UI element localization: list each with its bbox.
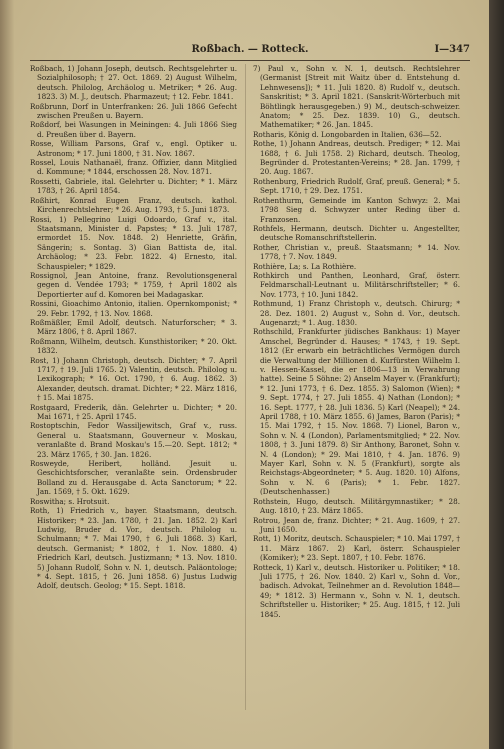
dictionary-entry: Rothière, La; s. La Rothière. — [253, 261, 357, 271]
dictionary-entry: Rossignol, Jean Antoine, franz. Revolutionsgeneral gegen d. Vendée 1793; * 1759, † April 1802 als Deportierter auf d. Komoren bei Madagaskar. — [30, 270, 237, 299]
dictionary-entry: Roßmann, Wilhelm, deutsch. Kunsthistoriker; * 20. Okt. 1832. — [30, 336, 237, 356]
dictionary-entry: Rothstein, Hugo, deutsch. Militärgymnastiker; * 28. Aug. 1810, † 23. März 1865. — [253, 496, 460, 516]
page-title: Roßbach. — Rotteck. — [191, 44, 309, 55]
dictionary-entry: Rotteck, 1) Karl v., deutsch. Historiker u. Politiker; * 18. Juli 1775, † 26. Nov. 1840. 2) Karl v., Sohn d. Vor., badisch. Advokat, Teilnehmer an d. Revolution 1848—49; * 1812. 3) Hermann v., Sohn v. N. 1, deutsch. Schriftsteller u. Historiker; * 25. Aug. 1815, † 12. Juli 1845. — [253, 562, 460, 619]
dictionary-entry: Rott, 1) Moritz, deutsch. Schauspieler; * 10. Mai 1797, † 11. März 1867. 2) Karl, österr. Schauspieler (Komiker); * 23. Sept. 1807, † 10. Febr. 1876. — [253, 534, 460, 563]
column-divider — [245, 64, 246, 710]
dictionary-entry: Roßmäßler, Emil Adolf, deutsch. Naturforscher; * 3. März 1806, † 8. April 1867. — [30, 317, 237, 337]
page-gutter — [0, 0, 14, 749]
dictionary-entry: Roswitha; s. Hrotsuit. — [30, 496, 110, 506]
dictionary-entry: Rothe, 1) Johann Andreas, deutsch. Prediger; * 12. Mai 1688, † 6. Juli 1758. 2) Richard, deutsch. Theolog, Begründer d. Protestanten-Vereins; * 28. Jan. 1799, † 20. Aug. 1867. — [253, 139, 460, 177]
dictionary-entry: Rossetti, Gabriele, ital. Gelehrter u. Dichter; * 1. März 1783, † 26. April 1854. — [30, 176, 237, 196]
dictionary-entry: Roth, 1) Friedrich v., bayer. Staatsmann, deutsch. Historiker; * 23. Jan. 1780, † 21. Jan. 1852. 2) Karl Ludwig, Bruder d. Vor., deutsch. Philolog u. Schulmann; * 7. Mai 1790, † 6. Juli 1868. 3) Karl, deutsch. Germanist; * 1802, † 1. Nov. 1880. 4) Friedrich Karl, deutsch. Justizmann; * 13. Nov. 1810. 5) Johann Rudolf, Sohn v. N. 1, deutsch. Paläontologe; * 4. Sept. 1815, † 26. Juni 1858. 6) Justus Ludwig Adolf, deutsch. Geolog; * 15. Sept. 1818. — [30, 506, 237, 591]
dictionary-entry: Rostoptschin, Fedor Wassiljewitsch, Graf v., russ. General u. Staatsmann, Gouverneur v. Moskau, veranlaßte d. Brand Moskau's 15.—20. Sept. 1812; * 23. März 1765, † 30. Jan. 1826. — [30, 421, 237, 459]
book-edge — [489, 0, 504, 749]
dictionary-entry: Rother, Christian v., preuß. Staatsmann; * 14. Nov. 1778, † 7. Nov. 1849. — [253, 242, 460, 262]
dictionary-entry: Roßbrunn, Dorf in Unterfranken: 26. Juli 1866 Gefecht zwischen Preußen u. Bayern. — [30, 101, 237, 121]
dictionary-entry: Rothenthurm, Gemeinde im Kanton Schwyz: 2. Mai 1798 Sieg d. Schwyzer unter Reding über d. Franzosen. — [253, 195, 460, 224]
dictionary-entry: Rossel, Louis Nathanaël, franz. Offizier, dann Mitglied d. Kommune; * 1844, erschossen 28. Nov. 1871. — [30, 158, 237, 177]
dictionary-entry: Rosse, William Parsons, Graf v., engl. Optiker u. Astronom; * 17. Juni 1800, † 31. Nov. 1867. — [30, 139, 237, 158]
right-column — [253, 64, 460, 619]
page-number: I—347 — [434, 44, 470, 55]
dictionary-entry: Rothschild, Frankfurter jüdisches Bankhaus: 1) Mayer Amschel, Begründer d. Hauses; * 1743, † 19. Sept. 1812 (Er erwarb ein beträchtliches Vermögen durch die Verwaltung der Millionen d. Kurfürsten Wilhelm I. v. Hessen-Kassel, die er 1806—13 in Verwahrung hatte). Seine 5 Söhne: 2) Anselm Mayer v. (Frankfurt); * 12. Juni 1773, † 6. Dez. 1855. 3) Salomon (Wien); * 9. Sept. 1774, † 27. Juli 1855. 4) Nathan (London); * 16. Sept. 1777, † 28. Juli 1836. 5) Karl (Neapel); * 24. April 1788, † 10. März 1855. 6) James, Baron (Paris); * 15. Mai 1792, † 15. Nov. 1868. 7) Lionel, Baron v., Sohn v. N. 4 (London), Parlamentsmitglied; * 22. Nov. 1808, † 3. Juni 1879. 8) Sir Anthony, Baronet, Sohn v. N. 4 (London); * 29. Mai 1810, † 4. Jan. 1876. 9) Mayer Karl, Sohn v. N. 5 (Frankfurt), sorgte als Reichstags-Abgeordneter; * 5. Aug. 1820. 10) Alfons, Sohn v. N. 6 (Paris); * 1. Febr. 1827. (Deutschenhasser.) — [253, 327, 460, 497]
dictionary-entry: Rothkirch und Panthen, Leonhard, Graf, österr. Feldmarschall-Leutnant u. Militärschriftsteller; * 6. Nov. 1773, † 10. Juni 1842. — [253, 270, 460, 299]
dictionary-entry: Rothmund, 1) Franz Christoph v., deutsch. Chirurg; * 28. Dez. 1801. 2) August v., Sohn d. Vor., deutsch. Augenarzt; * 1. Aug. 1830. — [253, 299, 460, 327]
dictionary-entry: Rothenburg, Friedrich Rudolf, Graf, preuß. General; * 5. Sept. 1710, † 29. Dez. 1751. — [253, 176, 460, 196]
dictionary-entry: Rossini, Gioachimo Antonio, italien. Opernkomponist; * 29. Febr. 1792, † 13. Nov. 1868. — [30, 299, 237, 318]
dictionary-entry: Rossi, 1) Pellegrino Luigi Odoardo, Graf v., ital. Staatsmann, Minister d. Papstes; * 13. Juli 1787, ermordet 15. Nov. 1848. 2) Henriette, Gräfin, Sängerin; s. Sontag. 3) Gian Battista de, ital. Archäolog; * 23. Febr. 1822. 4) Ernesto, ital. Schauspieler; * 1829. — [30, 214, 237, 271]
running-header — [30, 44, 470, 60]
dictionary-entry: Rotrou, Jean de, franz. Dichter; * 21. Aug. 1609, † 27. Juni 1650. — [253, 515, 460, 534]
dictionary-entry: 7) Paul v., Sohn v. N. 1, deutsch. Rechtslehrer (Germanist [Streit mit Waitz über d. Entstehung d. Lehnwesens]); * 11. Juli 1820. 8) Rudolf v., deutsch. Sanskritist; * 3. April 1821. (Sanskrit-Wörterbuch mit Böhtlingk herausgegeben.) 9) M., deutsch-schweizer. Anatom; * 25. Dez. 1839. 10) G., deutsch. Mathematiker; * 26. Jan. 1845. — [253, 64, 460, 130]
dictionary-entry: Rotharis, König d. Longobarden in Italien, 636—52. — [253, 129, 442, 139]
dictionary-entry: Rothfels, Hermann, deutsch. Dichter u. Angestellter, deutsche Romanschriftstellerin. — [253, 223, 460, 243]
dictionary-entry: Roßdorf, bei Wasungen in Meiningen: 4. Juli 1866 Sieg d. Preußen über d. Bayern. — [30, 120, 237, 139]
dictionary-entry: Rosweyde, Heribert, holländ. Jesuit u. Geschichtsforscher, veranlaßte sein. Ordensbruder Bolland zu d. Herausgabe d. Acta Sanctorum; * 22. Jan. 1569, † 5. Okt. 1629. — [30, 459, 237, 497]
dictionary-entry: Roßbach, 1) Johann Joseph, deutsch. Rechtsgelehrter u. Sozialphilosoph; † 27. Oct. 1869. 2) August Wilhelm, deutsch. Philolog, Archäolog u. Metriker; * 26. Aug. 1823. 3) M. J., deutsch. Pharmazeut; † 12. Febr. 1841. — [30, 64, 237, 102]
dictionary-entry: Rostgaard, Frederik, dän. Gelehrter u. Dichter; * 20. Mai 1671, † 25. April 1745. — [30, 402, 237, 422]
left-column — [30, 64, 237, 591]
dictionary-entry: Roßhirt, Konrad Eugen Franz, deutsch. kathol. Kirchenrechtslehrer; * 26. Aug. 1793, † 5. Juni 1873. — [30, 195, 237, 215]
dictionary-entry: Rost, 1) Johann Christoph, deutsch. Dichter; * 7. April 1717, † 19. Juli 1765. 2) Valentin, deutsch. Philolog u. Lexikograph; * 16. Oct. 1790, † 6. Aug. 1862. 3) Alexander, deutsch. dramat. Dichter; * 22. März 1816, † 15. Mai 1875. — [30, 355, 237, 403]
header-rule — [30, 60, 470, 61]
